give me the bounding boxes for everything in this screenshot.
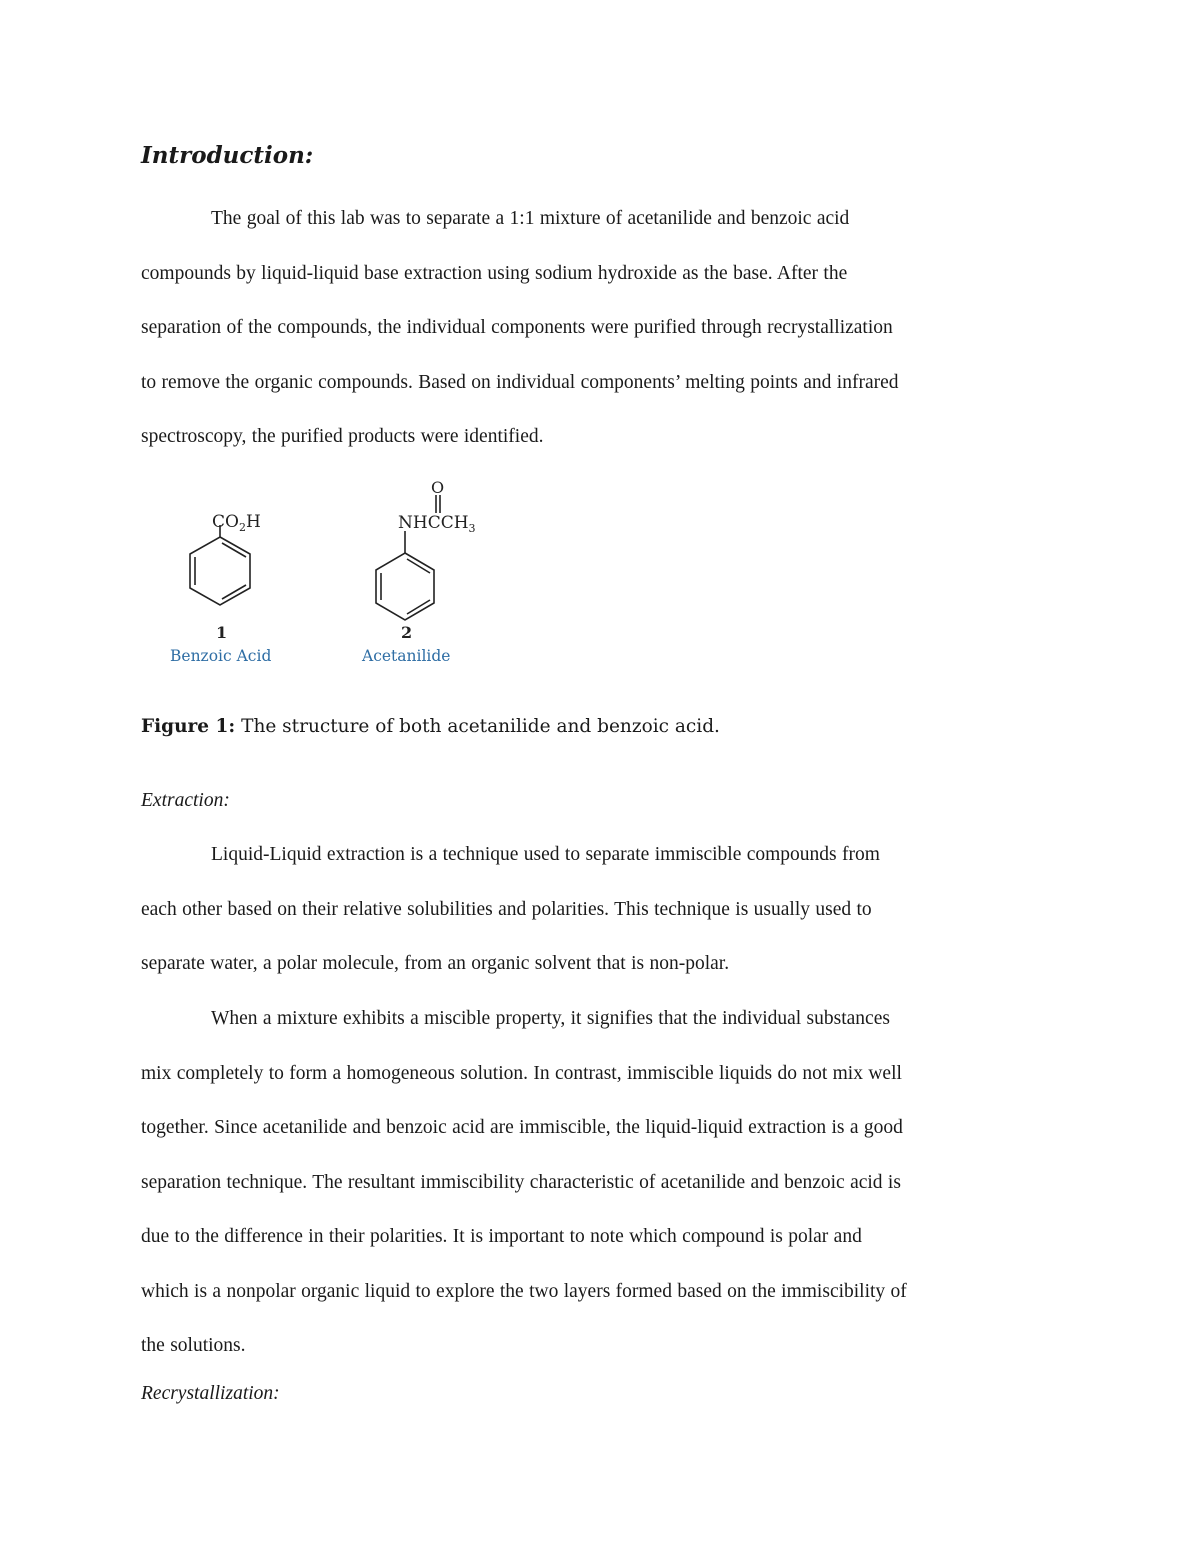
extraction-paragraph-1	[141, 828, 1071, 992]
figure-caption-text: The structure of both acetanilide and benzoic acid.	[235, 716, 720, 737]
acetanilide-ring	[376, 553, 434, 620]
text-line: together. Since acetanilide and benzoic acid are immiscible, the liquid-liquid extraction is a good	[141, 1117, 903, 1138]
extraction-heading: Extraction:	[141, 790, 230, 811]
recrystallization-heading: Recrystallization:	[141, 1383, 280, 1404]
extraction-paragraph-2	[141, 992, 1071, 1374]
text-line: Liquid-Liquid extraction is a technique used to separate immiscible compounds from	[211, 844, 880, 865]
carbonyl-oxygen: O	[431, 478, 445, 497]
text-line: The goal of this lab was to separate a 1:1 mixture of acetanilide and benzoic acid	[211, 208, 850, 229]
figure-label: Figure 1:	[141, 716, 236, 737]
text-line: compounds by liquid-liquid base extraction using sodium hydroxide as the base. After the	[141, 262, 848, 284]
acetanilide-number: 2	[401, 623, 413, 642]
benzoic-acid-formula: $CO_2H$	[212, 512, 261, 534]
acetanilide-formula: $NHCCH_3$	[398, 513, 476, 535]
text-line: due to the difference in their polarities. It is important to note which compound is polar and	[141, 1226, 862, 1247]
introduction-heading: Introduction:	[141, 142, 314, 169]
text-line: When a mixture exhibits a miscible property, it signifies that the individual substances	[211, 1008, 890, 1029]
benzoic-acid-name: Benzoic Acid	[170, 647, 272, 665]
text-line: separation of the compounds, the individual components were purified through recrystallization	[141, 317, 893, 338]
chemical-structures-figure	[160, 475, 520, 675]
text-line: mix completely to form a homogeneous solution. In contrast, immiscible liquids do not mix well	[141, 1062, 902, 1084]
text-line: separate water, a polar molecule, from an organic solvent that is non-polar.	[141, 953, 730, 974]
text-line: which is a nonpolar organic liquid to explore the two layers formed based on the immiscibility of	[141, 1280, 907, 1302]
text-line: to remove the organic compounds. Based on individual components’ melting points and infrared	[141, 371, 899, 393]
acetanilide-name: Acetanilide	[362, 647, 451, 665]
text-line: each other based on their relative solubilities and polarities. This technique is usually used to	[141, 898, 872, 920]
text-line: spectroscopy, the purified products were identified.	[141, 426, 544, 447]
figure-caption	[141, 716, 720, 737]
benzoic-acid-structure	[190, 525, 250, 605]
structures-drawing	[160, 475, 520, 675]
introduction-paragraph	[141, 192, 1071, 465]
text-line: the solutions.	[141, 1335, 246, 1356]
benzoic-acid-number: 1	[216, 623, 228, 642]
text-line: separation technique. The resultant immiscibility characteristic of acetanilide and benzoic acid is	[141, 1171, 901, 1193]
benzoic-acid-ring	[190, 537, 250, 605]
